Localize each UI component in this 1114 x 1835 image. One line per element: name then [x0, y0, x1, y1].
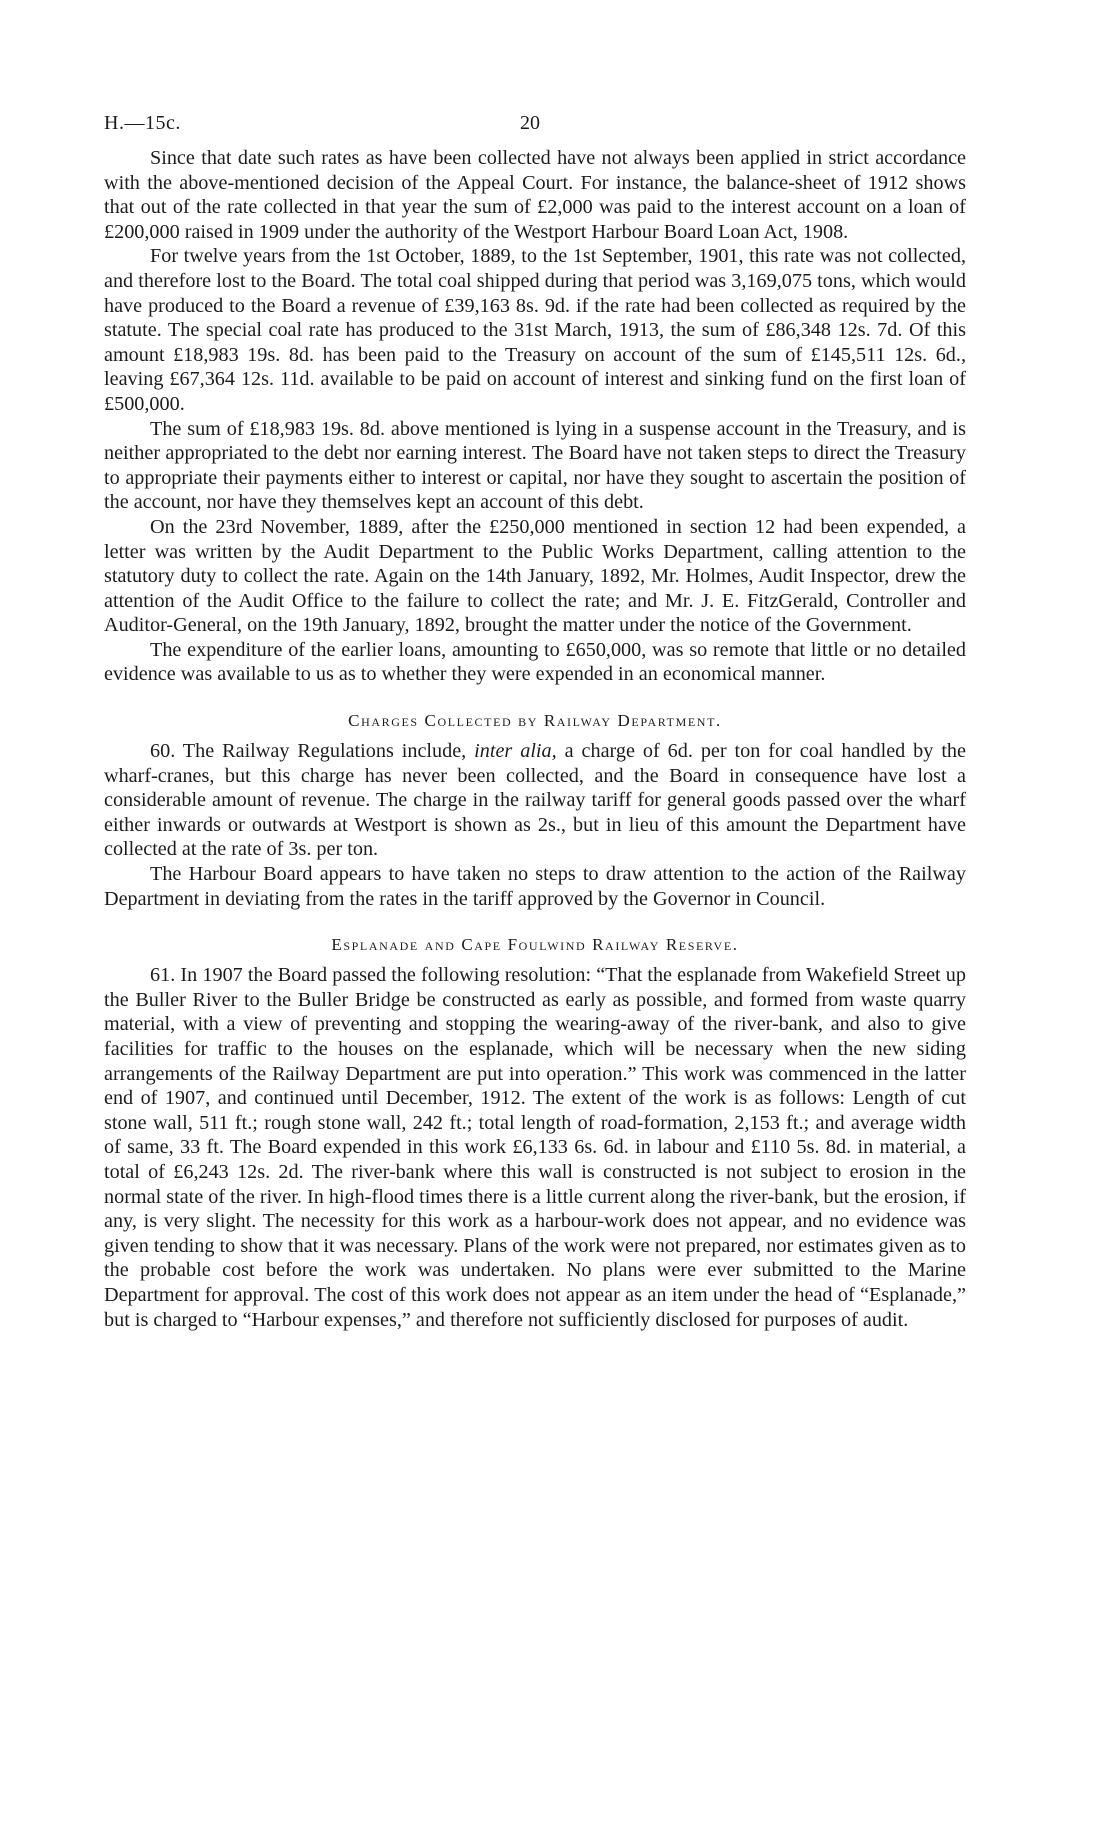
paragraph-harbour-board: The Harbour Board appears to have taken no steps to draw attention to the action of the Railway Department in deviating from the rates in the tariff approved by the Governor in Council.: [104, 863, 966, 910]
heading-railway-charges: Charges Collected by Railway Department.: [348, 711, 722, 731]
body-text: [104, 146, 966, 1332]
paragraph-earlier-loans: The expenditure of the earlier loans, amounting to £650,000, was so remote that little or no detailed evidence was available to us as to whether they were expended in an economical manner.: [104, 638, 966, 686]
paragraph-audit-letter: On the 23rd November, 1889, after the £250,000 mentioned in section 12 had been expended, a letter was written by the Audit Department to the Public Works Department, calling attention to the statutory duty to collect the rate. Again on the 14th January, 1892, Mr. Holmes, Audit Inspector, drew the attention of the Audit Office to the failure to collect the rate; and Mr. J. E. FitzGerald, Controller and Auditor-General, on the 19th January, 1892, brought the matter under the notice of the Government.: [104, 515, 966, 637]
paragraph-suspense-account: The sum of £18,983 19s. 8d. above mentioned is lying in a suspense account in the Treasury, and is neither appropriated to the debt nor earning interest. The Board have not taken steps to direct the Treasury to appropriate their payments either to interest or capital, nor have they sought to ascertain the position of the account, nor have they themselves kept an account of this debt.: [104, 417, 966, 514]
paragraph-60: [104, 739, 966, 862]
paragraph-60-text-start: 60. The Railway Regulations include,: [150, 740, 475, 763]
page-header: [104, 112, 966, 146]
paragraph-60-italic: inter alia,: [474, 740, 557, 763]
document-page: [104, 112, 966, 1332]
document-reference: H.—15c.: [104, 112, 181, 134]
page-number: 20: [520, 112, 540, 134]
paragraph-rates-applied: Since that date such rates as have been collected have not always been applied in strict accordance with the above-mentioned decision of the Appeal Court. For instance, the balance-sheet of 1912 shows that out of the rate collected in that year the sum of £2,000 was paid to the interest account on a loan of £200,000 raised in 1909 under the authority of the Westport Harbour Board Loan Act, 1908.: [104, 147, 966, 243]
paragraph-60-text-end: a charge of 6d. per ton for coal handled by the wharf-cranes, but this charge has never been collected, and the Board in consequence have lost a considerable amount of revenue. The charge in the railway tariff for general goods passed over the wharf either inwards or outwards at Westport is shown as 2s., but in lieu of this amount the Department have collected at the rate of 3s. per ton.: [104, 740, 966, 861]
paragraph-twelve-years: For twelve years from the 1st October, 1889, to the 1st September, 1901, this rate was not collected, and therefore lost to the Board. The total coal shipped during that period was 3,169,075 tons, which would have produced to the Board a revenue of £39,163 8s. 9d. if the rate had been collected as required by the statute. The special coal rate has produced to the 31st March, 1913, the sum of £86,348 12s. 7d. Of this amount £18,983 19s. 8d. has been paid to the Treasury on account of the sum of £145,511 12s. 6d., leaving £67,364 12s. 11d. available to be paid on account of interest and sinking fund on the first loan of £500,000.: [104, 245, 966, 415]
heading-esplanade: Esplanade and Cape Foulwind Railway Reserve.: [331, 935, 739, 955]
paragraph-61: 61. In 1907 the Board passed the following resolution: “That the esplanade from Wakefield Street up the Buller River to the Buller Bridge be constructed as early as possible, and formed from waste quarry material, with a view of preventing and stopping the wearing-away of the river-bank, and also to give facilities for traffic to the houses on the esplanade, which will be necessary when the new siding arrangements of the Railway Department are put into operation.” This work was commenced in the latter end of 1907, and continued until December, 1912. The extent of the work is as follows: Length of cut stone wall, 511 ft.; rough stone wall, 242 ft.; total length of road-formation, 2,153 ft.; and average width of same, 33 ft. The Board expended in this work £6,133 6s. 6d. in labour and £110 5s. 8d. in material, a total of £6,243 12s. 2d. The river-bank where this wall is constructed is not subject to erosion in the normal state of the river. In high-flood times there is a little current along the river-bank, but the erosion, if any, is very slight. The necessity for this work as a harbour-work does not appear, and no evidence was given tending to show that it was necessary. Plans of the work were not prepared, nor estimates given as to the probable cost before the work was undertaken. No plans were ever submitted to the Marine Department for approval. The cost of this work does not appear as an item under the head of “Esplanade,” but is charged to “Harbour expenses,” and therefore not sufficiently disclosed for purposes of audit.: [104, 964, 966, 1331]
